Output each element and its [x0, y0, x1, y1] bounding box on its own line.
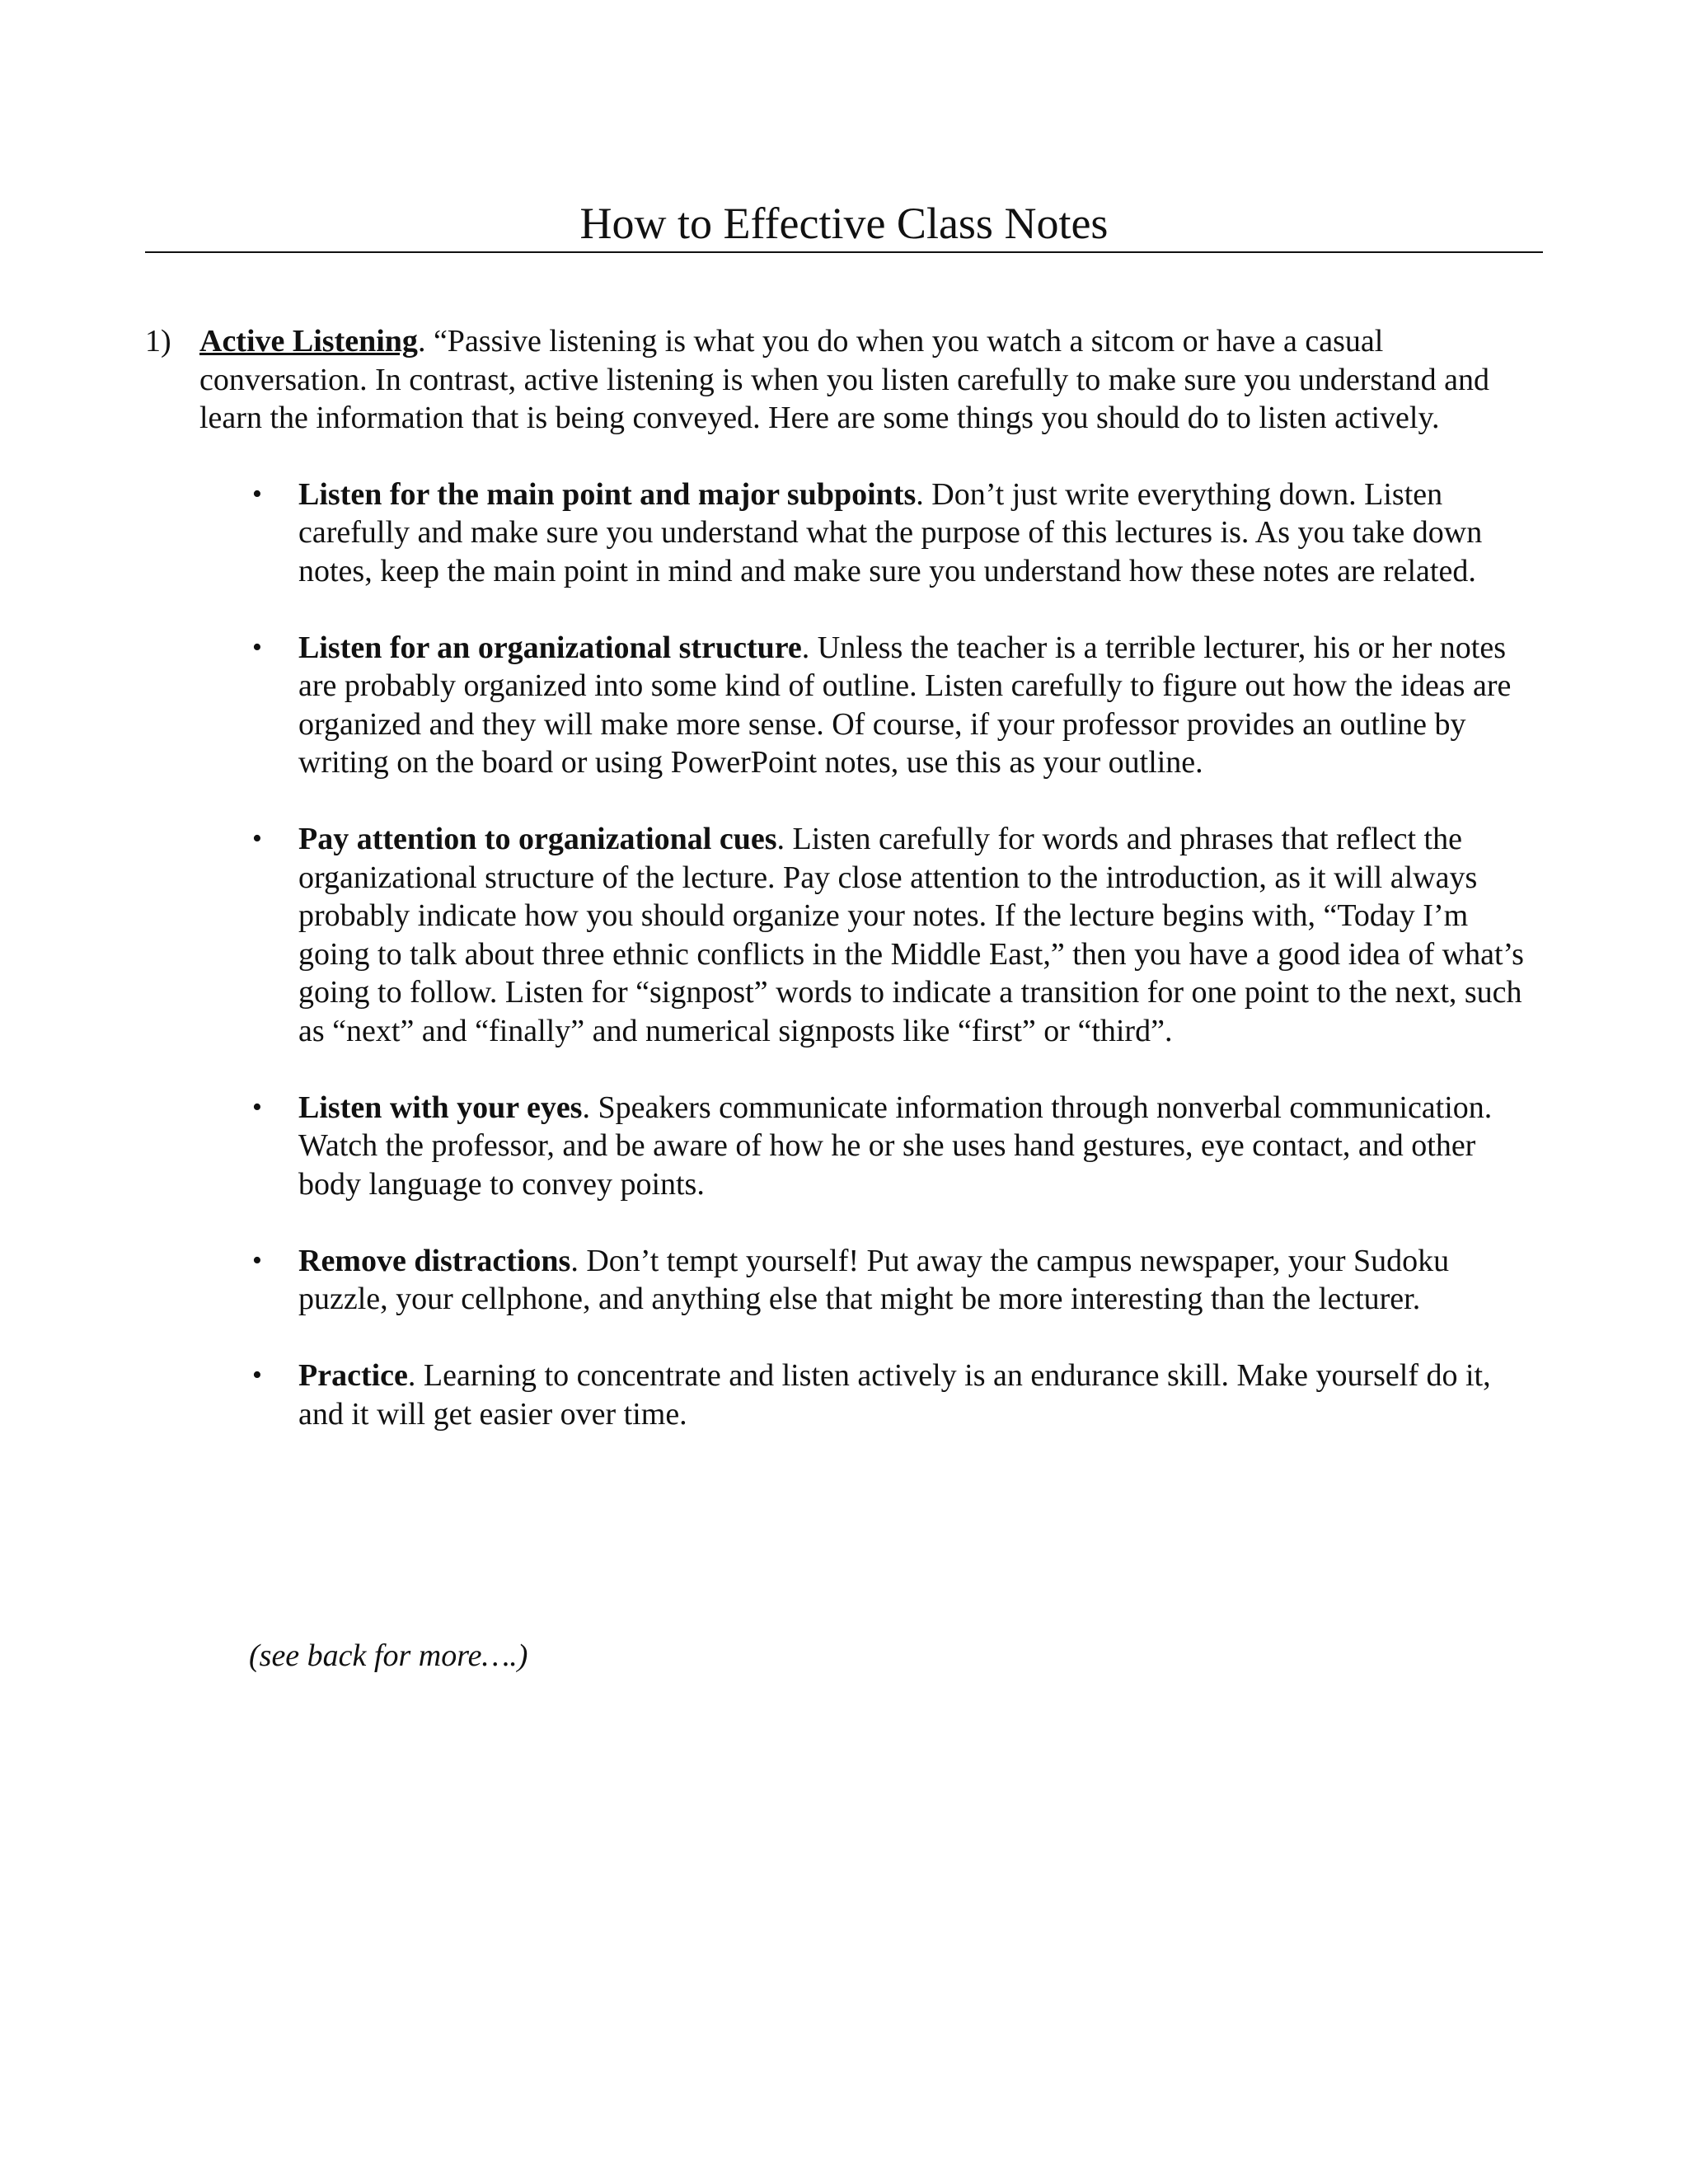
section-intro-paragraph — [199, 322, 1546, 438]
bullet-item-remove-distractions — [252, 1242, 1535, 1319]
bullet-text: . Don’t just write everything down. Listen carefully and make sure you understand what the purpose of this lectures is. As you take down notes, keep the main point in mind and make sure you understand how these notes are related. — [298, 476, 1483, 588]
bullet-dot-icon: • — [252, 631, 262, 663]
section-heading: Active Listening — [199, 324, 418, 359]
bullet-text: . Speakers communicate information through nonverbal communication. Watch the professor, and be aware of how he or she uses hand gestures, eye contact, and other body language to convey points. — [298, 1090, 1493, 1202]
bullet-label: Practice — [298, 1358, 408, 1393]
section-active-listening — [145, 322, 1546, 1472]
see-back-note: (see back for more….) — [249, 1638, 528, 1673]
bullet-item-organizational-cues — [252, 820, 1535, 1050]
bullet-label: Remove distractions — [298, 1243, 571, 1278]
bullet-label: Listen for the main point and major subpoints — [298, 476, 917, 512]
bullet-label: Pay attention to organizational cues — [298, 822, 777, 856]
bullet-label: Listen for an organizational structure — [298, 630, 802, 665]
bullet-item-main-point — [252, 476, 1535, 591]
bullet-dot-icon: • — [252, 478, 262, 509]
bullet-label: Listen with your eyes — [298, 1090, 583, 1125]
bullet-dot-icon: • — [252, 1360, 262, 1390]
section-intro-text: . “Passive listening is what you do when you watch a sitcom or have a casual conversation. In contrast, active listening is when you listen carefully to make sure you understand and learn the information that is being conveyed. Here are some things you should do to listen actively. — [199, 324, 1489, 435]
bullet-dot-icon: • — [252, 1244, 262, 1276]
page-title: How to Effective Class Notes — [579, 199, 1109, 248]
bullet-item-listen-with-eyes — [252, 1089, 1535, 1204]
bullet-item-practice — [252, 1357, 1535, 1433]
bullet-text: . Don’t tempt yourself! Put away the campus newspaper, your Sudoku puzzle, your cellphone, and anything else that might be more interesting than the lecturer. — [298, 1243, 1450, 1316]
bullet-list — [145, 476, 1546, 1434]
bullet-text: . Listen carefully for words and phrases that reflect the organizational structure of the lecture. Pay close attention to the introduction, as it will always probably indicate how you should organize your notes. If the lecture begins with, “Today I’m going to talk about three ethnic conflicts in the Middle East,” then you have a good idea of what’s going to follow. Listen for “signpost” words to indicate a transition for one point to the next, such as “next” and “finally” and numerical signposts like “first” or “third”. — [298, 822, 1524, 1048]
bullet-dot-icon: • — [252, 823, 262, 854]
bullet-dot-icon: • — [252, 1091, 262, 1122]
bullet-text: . Learning to concentrate and listen actively is an endurance skill. Make yourself do it, and it will get easier over time. — [298, 1358, 1491, 1432]
section-number: 1) — [145, 324, 171, 359]
title-underline-rule — [145, 251, 1543, 253]
bullet-item-organizational-structure — [252, 629, 1535, 782]
bullet-text: . Unless the teacher is a terrible lecturer, his or her notes are probably organized into some kind of outline. Listen carefully to figure out how the ideas are organized and they will make more sense. Of course, if your professor provides an outline by writing on the board or using PowerPoint notes, use this as your outline. — [298, 630, 1512, 780]
